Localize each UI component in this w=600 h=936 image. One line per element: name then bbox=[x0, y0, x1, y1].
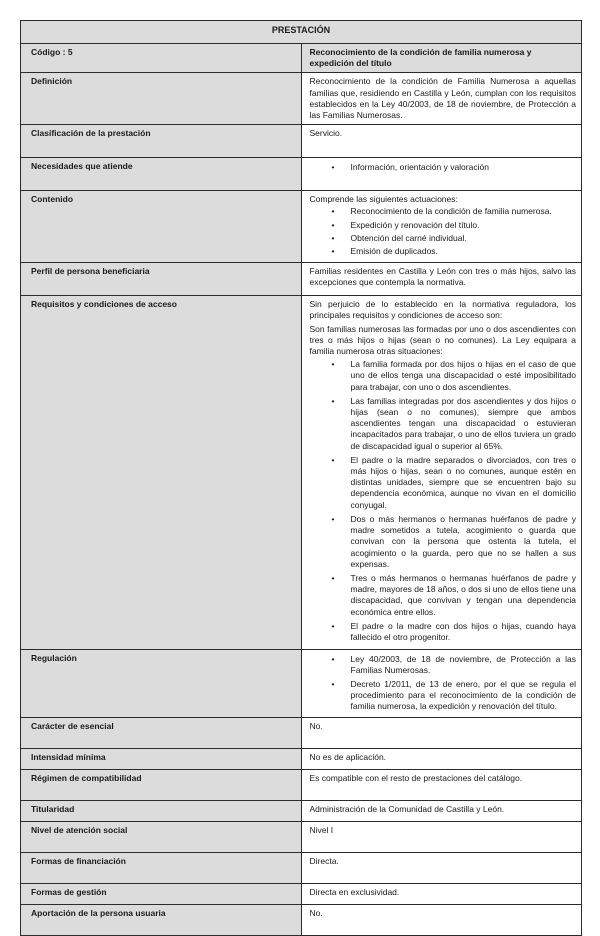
bullet-icon: • bbox=[331, 572, 335, 583]
label-requisitos: Requisitos y condiciones de acceso bbox=[21, 296, 302, 650]
row-contenido bbox=[21, 191, 582, 263]
row-perfil bbox=[21, 263, 582, 296]
list-item: • El padre o la madre separados o divorciados, con tres o más hijos o hijas, sean o no comunes, aunque estén en distintas unidades, siempre que se encuentren bajo su dependencia económica, aunque no vivan en el domicilio conyugal. bbox=[331, 454, 576, 510]
service-sheet bbox=[20, 20, 582, 936]
list-item: • Emisión de duplicados. bbox=[331, 246, 438, 257]
row-regulacion bbox=[21, 650, 582, 718]
bullet-icon: • bbox=[331, 395, 335, 406]
row-titularidad bbox=[21, 801, 582, 822]
list-item: • Dos o más hermanos o hermanas huérfanos de padre y madre sometidos a tutela, acogimiento o guarda que convivan con la persona que ostenta la tutela, el acogimiento o la guarda, pero que no se hallen a sus expensas. bbox=[331, 513, 576, 569]
row-definicion bbox=[21, 73, 582, 125]
requisitos-list bbox=[310, 359, 577, 643]
value-caracter: No. bbox=[301, 718, 582, 749]
value-contenido bbox=[301, 191, 582, 263]
bullet-icon: • bbox=[331, 219, 335, 230]
value-regimen: Es compatible con el resto de prestaciones del catálogo. bbox=[301, 770, 582, 801]
label-regimen: Régimen de compatibilidad bbox=[21, 770, 302, 801]
list-item: • Información, orientación y valoración bbox=[331, 162, 489, 173]
row-requisitos bbox=[21, 296, 582, 650]
value-requisitos bbox=[301, 296, 582, 650]
value-clasificacion: Servicio. bbox=[301, 125, 582, 158]
list-item: • La familia formada por dos hijos o hijas en el caso de que uno de ellos tenga una discapacidad o esté imposibilitado para trabajar, con uno o dos ascendientes. bbox=[331, 359, 576, 392]
value-necesidades bbox=[301, 158, 582, 191]
value-titularidad: Administración de la Comunidad de Castilla y León. bbox=[301, 801, 582, 822]
label-contenido: Contenido bbox=[21, 191, 302, 263]
code-row bbox=[21, 44, 582, 73]
value-regulacion bbox=[301, 650, 582, 718]
row-formas-financiacion bbox=[21, 853, 582, 884]
value-formas-financiacion: Directa. bbox=[301, 853, 582, 884]
list-item: • Expedición y renovación del título. bbox=[331, 219, 480, 230]
label-intensidad: Intensidad mínima bbox=[21, 749, 302, 770]
label-necesidades: Necesidades que atiende bbox=[21, 158, 302, 191]
row-formas-gestion bbox=[21, 884, 582, 905]
row-nivel bbox=[21, 822, 582, 853]
requisitos-para: Son familias numerosas las formadas por uno o dos ascendientes con tres o más hijos o hijas (sean o no comunes). La Ley equipara a familia numerosa otras situaciones: bbox=[309, 323, 576, 357]
label-regulacion: Regulación bbox=[21, 650, 302, 718]
bullet-icon: • bbox=[331, 620, 335, 631]
bullet-icon: • bbox=[331, 678, 335, 689]
contenido-intro: Comprende las siguientes actuaciones: bbox=[309, 194, 458, 205]
contenido-list bbox=[310, 206, 577, 257]
requisitos-intro: Sin perjuicio de lo establecido en la normativa reguladora, los principales requisitos y condiciones de acceso son: bbox=[309, 299, 576, 321]
label-formas-gestion: Formas de gestión bbox=[21, 884, 302, 905]
bullet-icon: • bbox=[331, 359, 335, 370]
label-titularidad: Titularidad bbox=[21, 801, 302, 822]
list-item: • Las familias integradas por dos ascendientes y dos hijos o hijas (sean o no comunes), siempre que ambos ascendientes tengan una discapacidad o estuvieran incapacitados para trabajar, o uno de ellos tuviera un grado de discapacidad igual o superior al 65%. bbox=[331, 395, 576, 451]
bullet-icon: • bbox=[331, 454, 335, 465]
list-item: • Ley 40/2003, de 18 de noviembre, de Protección a las Familias Numerosas. bbox=[331, 654, 576, 676]
value-aportacion: No. bbox=[301, 905, 582, 936]
row-regimen bbox=[21, 770, 582, 801]
list-item: • Tres o más hermanos o hermanas huérfanos de padre y madre, mayores de 18 años, o dos si uno de ellos tiene una discapacidad, que convivan y tengan una dependencia económica entre ellos. bbox=[331, 572, 576, 617]
list-item: • Reconocimiento de la condición de familia numerosa. bbox=[331, 206, 552, 217]
bullet-icon: • bbox=[331, 246, 335, 257]
necesidades-list bbox=[310, 162, 577, 173]
bullet-icon: • bbox=[331, 232, 335, 243]
label-perfil: Perfil de persona beneficiaria bbox=[21, 263, 302, 296]
label-nivel: Nivel de atención social bbox=[21, 822, 302, 853]
label-aportacion: Aportación de la persona usuaria bbox=[21, 905, 302, 936]
label-caracter: Carácter de esencial bbox=[21, 718, 302, 749]
value-definicion: Reconocimiento de la condición de Familia Numerosa a aquellas familias que, residiendo en Castilla y León, cumplan con los requisitos establecidos en la Ley 40/2003, de 18 de noviembre, de Protección a las Familias Numerosas. bbox=[301, 73, 582, 125]
row-clasificacion bbox=[21, 125, 582, 158]
value-intensidad: No es de aplicación. bbox=[301, 749, 582, 770]
row-aportacion bbox=[21, 905, 582, 936]
label-definicion: Definición bbox=[21, 73, 302, 125]
regulacion-list bbox=[310, 654, 577, 712]
page-title: PRESTACIÓN bbox=[21, 21, 582, 44]
bullet-icon: • bbox=[331, 513, 335, 524]
label-clasificacion: Clasificación de la prestación bbox=[21, 125, 302, 158]
list-item: • El padre o la madre con dos hijos o hijas, cuando haya fallecido el otro progenitor. bbox=[331, 620, 576, 642]
row-intensidad bbox=[21, 749, 582, 770]
row-caracter bbox=[21, 718, 582, 749]
bullet-icon: • bbox=[331, 206, 335, 217]
list-item: • Obtención del carné individual. bbox=[331, 232, 467, 243]
code-label: Código : 5 bbox=[21, 44, 302, 73]
value-nivel: Nivel I bbox=[301, 822, 582, 853]
header-row bbox=[21, 21, 582, 44]
bullet-icon: • bbox=[331, 654, 335, 665]
list-item: • Decreto 1/2011, de 13 de enero, por el que se regula el procedimiento para el reconocimiento de la condición de familia numerosa, la expedición y renovación del título. bbox=[331, 678, 576, 711]
service-table bbox=[20, 20, 582, 936]
bullet-icon: • bbox=[331, 162, 335, 173]
code-value: Reconocimiento de la condición de familia numerosa y expedición del título bbox=[301, 44, 582, 73]
value-formas-gestion: Directa en exclusividad. bbox=[301, 884, 582, 905]
row-necesidades bbox=[21, 158, 582, 191]
label-formas-financiacion: Formas de financiación bbox=[21, 853, 302, 884]
value-perfil: Familias residentes en Castilla y León con tres o más hijos, salvo las excepciones que contempla la normativa. bbox=[301, 263, 582, 296]
